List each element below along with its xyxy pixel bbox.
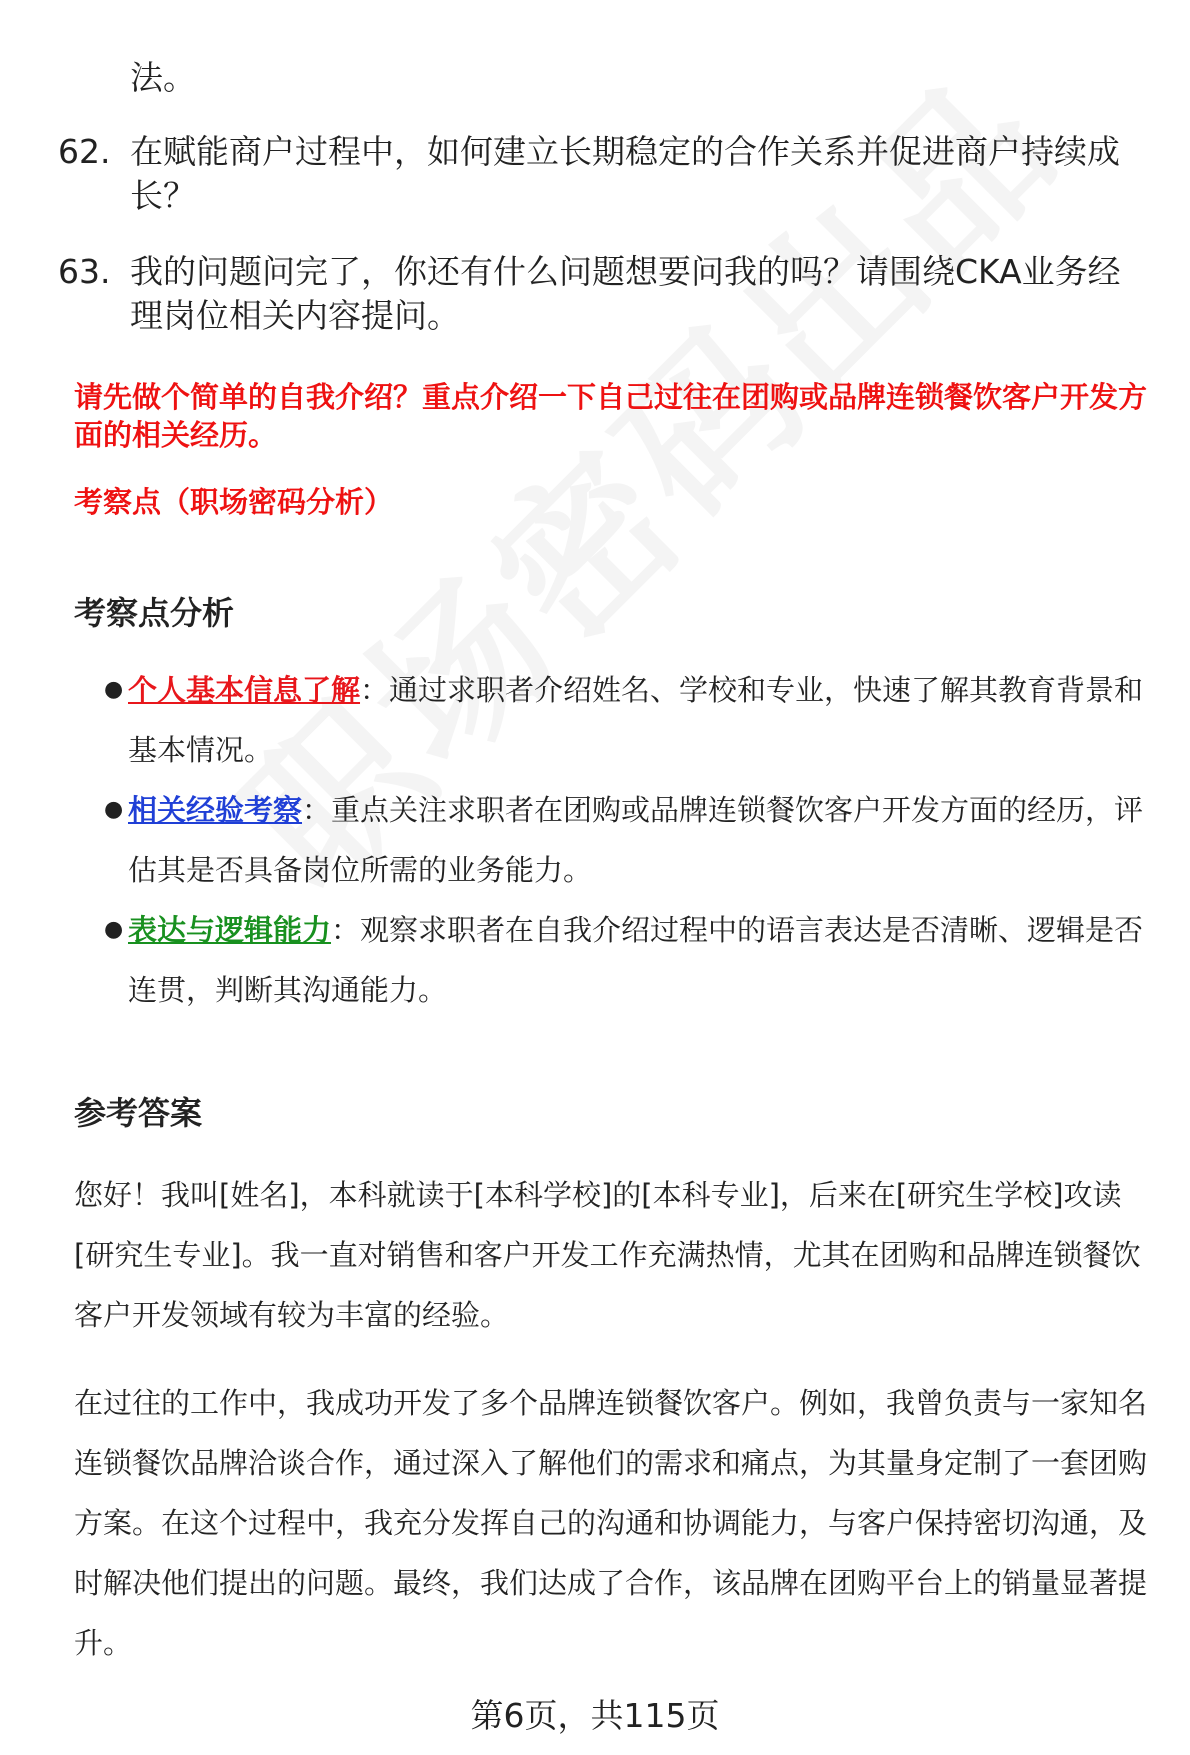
analysis-points <box>104 660 1164 1020</box>
question-number: 62. <box>58 132 111 171</box>
list-item <box>104 780 1164 900</box>
list-item <box>104 660 1164 780</box>
point-keyword: 表达与逻辑能力 <box>128 913 332 947</box>
analysis-label: 考察点（职场密码分析） <box>74 485 394 519</box>
point-text: 通过求职者介绍姓名、学校和专业，快速了解其教育背景和基本情况。 <box>128 673 1144 767</box>
bullet-icon: ● <box>104 677 124 702</box>
question-number: 63. <box>58 252 111 291</box>
question-text: 我的问题问完了，你还有什么问题想要问我的吗？请围绕CKA业务经理岗位相关内容提问。 <box>130 252 1121 335</box>
point-keyword: 相关经验考察 <box>128 793 303 827</box>
point-text: 观察求职者在自我介绍过程中的语言表达是否清晰、逻辑是否连贯，判断其沟通能力。 <box>128 913 1144 1007</box>
list-item <box>58 250 1148 338</box>
answer-heading: 参考答案 <box>74 1094 203 1132</box>
answer-paragraph: 在过往的工作中，我成功开发了多个品牌连锁餐饮客户。例如，我曾负责与一家知名连锁餐饮品牌洽谈合作，通过深入了解他们的需求和痛点，为其量身定制了一套团购方案。在这个过程中，我充分发挥自己的沟通和协调能力，与客户保持密切沟通，及时解决他们提出的问题。最终，我们达成了合作，该品牌在团购平台上的销量显著提升。 <box>74 1386 1148 1660</box>
page-footer: 第6页，共115页 <box>470 1696 720 1735</box>
question-title: 请先做个简单的自我介绍？重点介绍一下自己过往在团购或品牌连锁餐饮客户开发方面的相关经历。 <box>74 380 1148 452</box>
bullet-icon: ● <box>104 797 124 822</box>
bullet-icon: ● <box>104 917 124 942</box>
analysis-heading: 考察点分析 <box>74 594 235 632</box>
list-item <box>104 900 1164 1020</box>
question-list <box>58 130 1148 370</box>
previous-question-tail: 法。 <box>130 58 196 97</box>
question-text: 在赋能商户过程中，如何建立长期稳定的合作关系并促进商户持续成长？ <box>130 132 1120 215</box>
point-text: 重点关注求职者在团购或品牌连锁餐饮客户开发方面的经历，评估其是否具备岗位所需的业务能力。 <box>128 793 1144 887</box>
point-keyword: 个人基本信息了解 <box>128 673 361 707</box>
point-separator: ： <box>302 793 332 827</box>
point-separator: ： <box>331 913 361 947</box>
point-separator: ： <box>360 673 390 707</box>
answer-paragraph: 您好！我叫[姓名]，本科就读于[本科学校]的[本科专业]，后来在[研究生学校]攻读[研究生专业]。我一直对销售和客户开发工作充满热情，尤其在团购和品牌连锁餐饮客户开发领域有较为丰富的经验。 <box>74 1178 1141 1332</box>
list-item <box>58 130 1148 218</box>
